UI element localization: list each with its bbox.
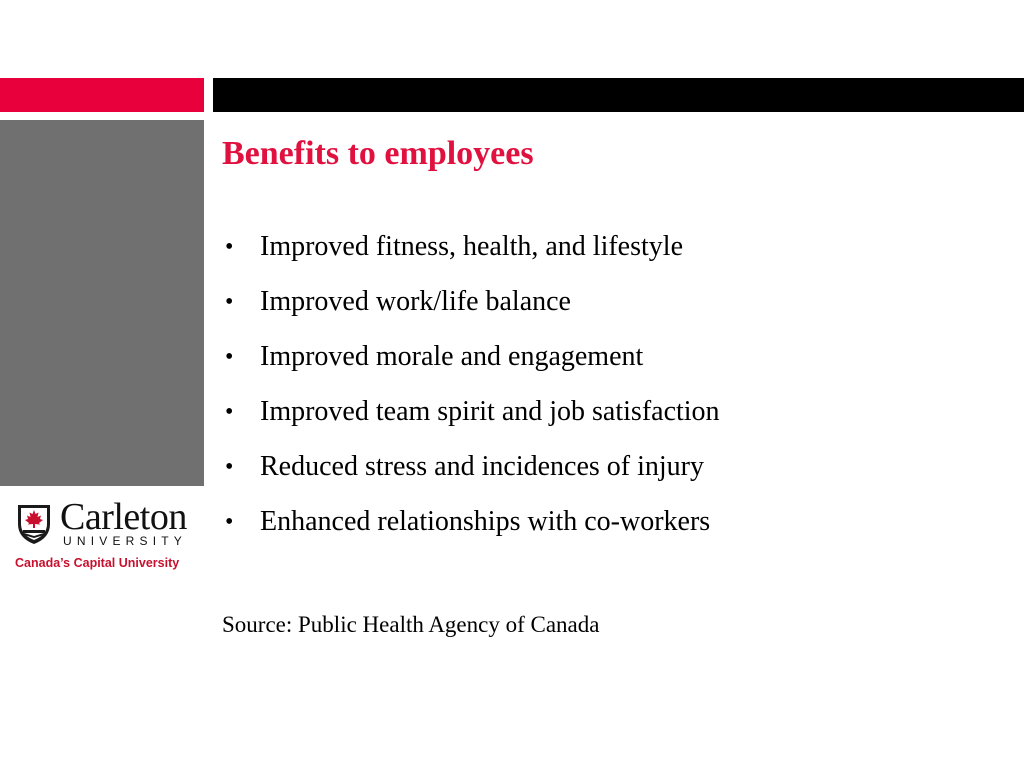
maple-leaf-shield-icon [16, 502, 52, 546]
bullet-text: Improved morale and engagement [260, 341, 644, 372]
bullet-item [222, 501, 720, 556]
bullet-item [222, 446, 720, 501]
header-bar [213, 78, 1024, 112]
logo-wordmark: Carleton [60, 496, 187, 538]
bullet-text: Reduced stress and incidences of injury [260, 451, 704, 482]
logo-tagline: Canada’s Capital University [15, 556, 180, 570]
bullet-icon: • [225, 454, 234, 480]
bullet-text: Improved work/life balance [260, 286, 571, 317]
bullet-text: Improved fitness, health, and lifestyle [260, 231, 683, 262]
carleton-logo [14, 498, 199, 574]
header-accent-bar [0, 78, 204, 112]
bullet-icon: • [225, 509, 234, 535]
bullet-text: Enhanced relationships with co-workers [260, 506, 711, 537]
bullet-item [222, 226, 720, 281]
bullet-icon: • [225, 399, 234, 425]
bullet-item [222, 281, 720, 336]
bullet-item [222, 391, 720, 446]
bullet-icon: • [225, 289, 234, 315]
bullet-list [222, 226, 720, 556]
bullet-icon: • [225, 344, 234, 370]
bullet-item [222, 336, 720, 391]
logo-subtitle: UNIVERSITY [63, 534, 188, 548]
side-panel [0, 120, 204, 486]
slide-title: Benefits to employees [222, 135, 534, 172]
bullet-icon: • [225, 234, 234, 260]
source-citation: Source: Public Health Agency of Canada [222, 612, 600, 637]
bullet-text: Improved team spirit and job satisfaction [260, 396, 720, 427]
